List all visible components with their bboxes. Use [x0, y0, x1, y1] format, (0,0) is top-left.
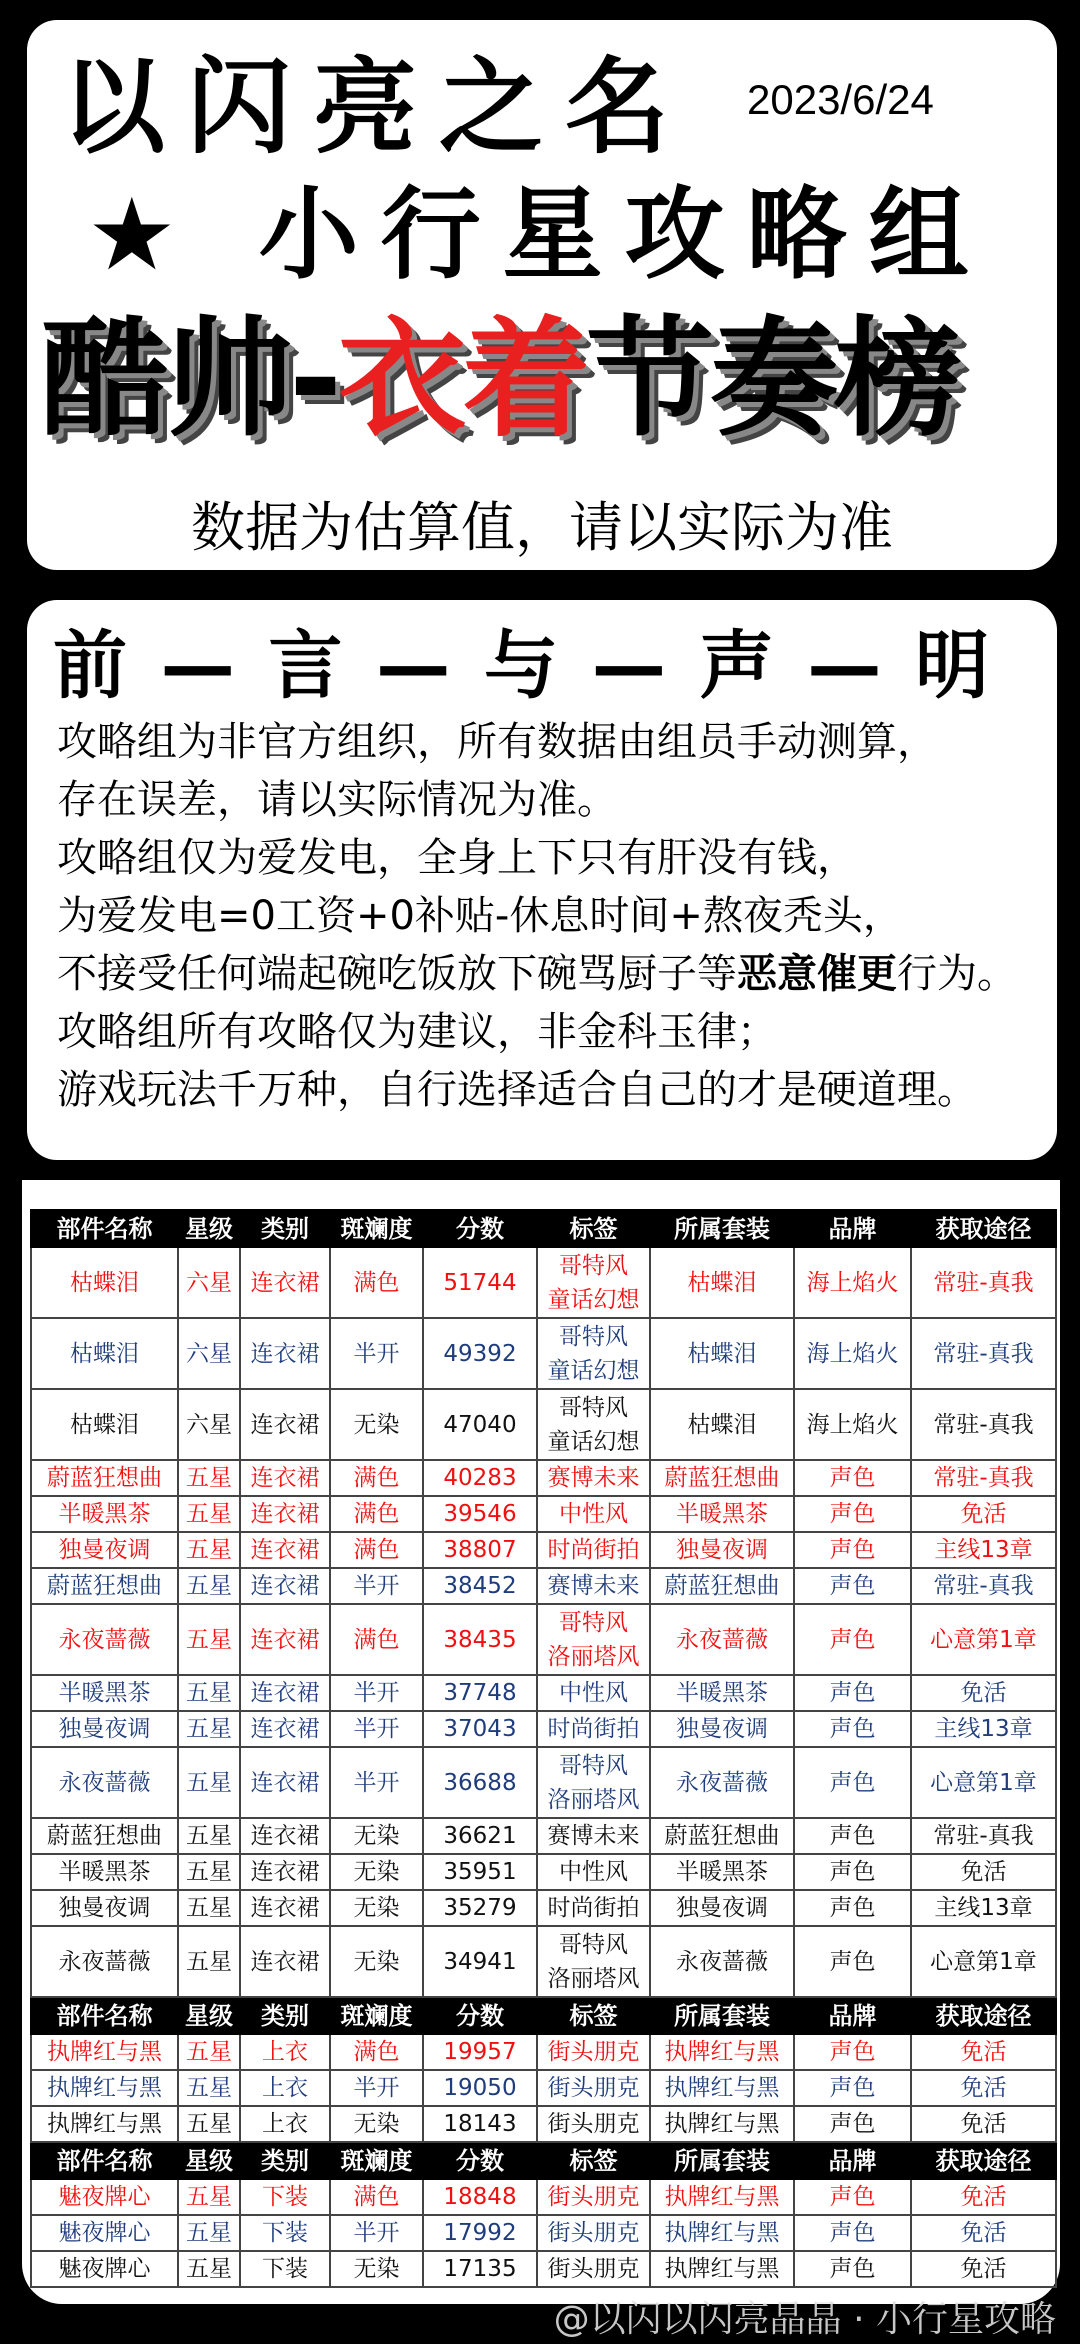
cell-brand: 声色: [794, 1818, 911, 1854]
cell-category: 连衣裙: [240, 1747, 330, 1818]
cell-set-name: 半暖黑茶: [650, 1854, 794, 1890]
disclaimer-text-b: 行为。: [897, 951, 1017, 997]
column-header-star-level: 星级: [178, 1210, 240, 1247]
cell-star-level: 五星: [178, 2106, 240, 2142]
column-header-variant: 斑斓度: [330, 1210, 423, 1247]
table-row: [31, 1460, 1056, 1496]
cell-category: 上衣: [240, 2106, 330, 2142]
cell-set-name: 执牌红与黑: [650, 2179, 794, 2215]
cell-set-name: 执牌红与黑: [650, 2070, 794, 2106]
cell-category: 连衣裙: [240, 1854, 330, 1890]
table-row: [31, 1926, 1056, 1997]
cell-score: 51744: [423, 1247, 537, 1318]
column-header-brand: 品牌: [794, 2142, 911, 2179]
cell-tags: 哥特风 童话幻想: [537, 1247, 650, 1318]
ranking-table: [30, 1209, 1057, 2288]
cell-part-name: 半暖黑茶: [31, 1496, 178, 1532]
cell-category: 连衣裙: [240, 1818, 330, 1854]
cell-tags: 哥特风 童话幻想: [537, 1389, 650, 1460]
cell-score: 38435: [423, 1604, 537, 1675]
cell-star-level: 五星: [178, 2215, 240, 2251]
cell-source: 主线13章: [911, 1532, 1056, 1568]
table-row: [31, 1604, 1056, 1675]
column-header-star-level: 星级: [178, 1997, 240, 2034]
cell-category: 下装: [240, 2179, 330, 2215]
column-header-set-name: 所属套装: [650, 1997, 794, 2034]
cell-category: 连衣裙: [240, 1711, 330, 1747]
cell-source: 主线13章: [911, 1711, 1056, 1747]
cell-source: 免活: [911, 1854, 1056, 1890]
column-header-star-level: 星级: [178, 2142, 240, 2179]
cell-score: 36688: [423, 1747, 537, 1818]
cell-source: 免活: [911, 2215, 1056, 2251]
cell-star-level: 五星: [178, 1460, 240, 1496]
cell-category: 连衣裙: [240, 1247, 330, 1318]
cell-star-level: 五星: [178, 1854, 240, 1890]
cell-category: 连衣裙: [240, 1604, 330, 1675]
cell-brand: 声色: [794, 1532, 911, 1568]
cell-variant: 无染: [330, 2106, 423, 2142]
ranking-title-c: 节奏榜: [586, 305, 959, 454]
table-row: [31, 1747, 1056, 1818]
cell-star-level: 五星: [178, 1496, 240, 1532]
cell-brand: 海上焰火: [794, 1247, 911, 1318]
cell-brand: 声色: [794, 1890, 911, 1926]
cell-source: 常驻-真我: [911, 1460, 1056, 1496]
title-panel: [27, 20, 1057, 570]
cell-part-name: 枯蝶泪: [31, 1318, 178, 1389]
cell-set-name: 半暖黑茶: [650, 1496, 794, 1532]
cell-part-name: 魅夜牌心: [31, 2251, 178, 2287]
cell-score: 19050: [423, 2070, 537, 2106]
cell-category: 连衣裙: [240, 1389, 330, 1460]
table-header-row: [31, 1210, 1056, 1247]
table-row: [31, 1890, 1056, 1926]
cell-variant: 半开: [330, 1318, 423, 1389]
column-header-part-name: 部件名称: [31, 1210, 178, 1247]
cell-score: 49392: [423, 1318, 537, 1389]
cell-brand: 声色: [794, 2215, 911, 2251]
column-header-brand: 品牌: [794, 1997, 911, 2034]
cell-star-level: 五星: [178, 1675, 240, 1711]
table-row: [31, 1854, 1056, 1890]
cell-brand: 声色: [794, 1568, 911, 1604]
cell-score: 19957: [423, 2034, 537, 2070]
cell-brand: 声色: [794, 2070, 911, 2106]
table-row: [31, 1389, 1056, 1460]
ranking-title: [41, 300, 958, 460]
cell-set-name: 半暖黑茶: [650, 1675, 794, 1711]
cell-source: 常驻-真我: [911, 1568, 1056, 1604]
cell-source: 常驻-真我: [911, 1389, 1056, 1460]
table-row: [31, 1247, 1056, 1318]
cell-set-name: 执牌红与黑: [650, 2251, 794, 2287]
ranking-table-panel: [22, 1180, 1060, 2304]
column-header-part-name: 部件名称: [31, 2142, 178, 2179]
cell-tags: 哥特风 童话幻想: [537, 1318, 650, 1389]
cell-source: 免活: [911, 1496, 1056, 1532]
cell-variant: 半开: [330, 1747, 423, 1818]
cell-source: 心意第1章: [911, 1747, 1056, 1818]
table-row: [31, 1818, 1056, 1854]
cell-tags: 中性风: [537, 1496, 650, 1532]
cell-score: 17992: [423, 2215, 537, 2251]
cell-brand: 声色: [794, 1711, 911, 1747]
column-header-tags: 标签: [537, 2142, 650, 2179]
disclaimer-line: 游戏玩法千万种，自行选择适合自己的才是硬道理。: [57, 1067, 977, 1113]
column-header-category: 类别: [240, 1210, 330, 1247]
table-header-row: [31, 2142, 1056, 2179]
cell-score: 47040: [423, 1389, 537, 1460]
cell-variant: 满色: [330, 2034, 423, 2070]
weibo-watermark: @以闪以闪亮晶晶 · 小行星攻略: [553, 2299, 1056, 2340]
cell-score: 37043: [423, 1711, 537, 1747]
cell-tags: 赛博未来: [537, 1568, 650, 1604]
cell-tags: 街头朋克: [537, 2070, 650, 2106]
ranking-title-highlight: 衣着: [338, 305, 587, 454]
disclaimer-title: 前 — 言 — 与 — 声 — 明: [53, 623, 994, 709]
cell-part-name: 半暖黑茶: [31, 1675, 178, 1711]
cell-set-name: 永夜蔷薇: [650, 1604, 794, 1675]
table-row: [31, 1675, 1056, 1711]
disclaimer-line: 攻略组为非官方组织，所有数据由组员手动测算，: [57, 719, 937, 765]
column-header-part-name: 部件名称: [31, 1997, 178, 2034]
cell-tags: 赛博未来: [537, 1460, 650, 1496]
cell-tags: 街头朋克: [537, 2034, 650, 2070]
cell-category: 连衣裙: [240, 1675, 330, 1711]
star-icon: ★: [87, 176, 199, 293]
column-header-category: 类别: [240, 1997, 330, 2034]
disclaimer-text-a: 不接受任何端起碗吃饭放下碗骂厨子等: [57, 951, 737, 997]
column-header-set-name: 所属套装: [650, 2142, 794, 2179]
cell-brand: 声色: [794, 2179, 911, 2215]
cell-source: 免活: [911, 2179, 1056, 2215]
cell-variant: 无染: [330, 1926, 423, 1997]
cell-star-level: 六星: [178, 1318, 240, 1389]
cell-tags: 中性风: [537, 1675, 650, 1711]
cell-brand: 声色: [794, 1675, 911, 1711]
cell-category: 连衣裙: [240, 1926, 330, 1997]
cell-category: 下装: [240, 2215, 330, 2251]
cell-score: 38452: [423, 1568, 537, 1604]
cell-part-name: 半暖黑茶: [31, 1854, 178, 1890]
cell-tags: 街头朋克: [537, 2215, 650, 2251]
disclaimer-panel: [27, 600, 1057, 1160]
group-line: [87, 170, 991, 300]
table-row: [31, 1496, 1056, 1532]
cell-variant: 无染: [330, 1389, 423, 1460]
cell-source: 常驻-真我: [911, 1247, 1056, 1318]
column-header-score: 分数: [423, 2142, 537, 2179]
cell-category: 连衣裙: [240, 1532, 330, 1568]
cell-brand: 声色: [794, 1926, 911, 1997]
cell-source: 免活: [911, 2106, 1056, 2142]
cell-brand: 声色: [794, 2106, 911, 2142]
column-header-variant: 斑斓度: [330, 2142, 423, 2179]
cell-score: 38807: [423, 1532, 537, 1568]
cell-variant: 半开: [330, 1675, 423, 1711]
table-row: [31, 2251, 1056, 2287]
cell-brand: 声色: [794, 1496, 911, 1532]
table-row: [31, 2034, 1056, 2070]
cell-tags: 时尚街拍: [537, 1532, 650, 1568]
cell-variant: 无染: [330, 1890, 423, 1926]
cell-set-name: 蔚蓝狂想曲: [650, 1818, 794, 1854]
table-row: [31, 2179, 1056, 2215]
table-header-row: [31, 1997, 1056, 2034]
cell-star-level: 五星: [178, 2034, 240, 2070]
cell-part-name: 独曼夜调: [31, 1711, 178, 1747]
cell-star-level: 五星: [178, 1532, 240, 1568]
ranking-title-a: 酷帅-: [41, 305, 339, 454]
cell-variant: 半开: [330, 1711, 423, 1747]
cell-set-name: 蔚蓝狂想曲: [650, 1460, 794, 1496]
cell-part-name: 蔚蓝狂想曲: [31, 1568, 178, 1604]
cell-set-name: 永夜蔷薇: [650, 1926, 794, 1997]
column-header-tags: 标签: [537, 1210, 650, 1247]
cell-star-level: 五星: [178, 2251, 240, 2287]
cell-score: 37748: [423, 1675, 537, 1711]
cell-part-name: 蔚蓝狂想曲: [31, 1460, 178, 1496]
table-row: [31, 2106, 1056, 2142]
cell-part-name: 执牌红与黑: [31, 2034, 178, 2070]
cell-part-name: 魅夜牌心: [31, 2215, 178, 2251]
cell-tags: 街头朋克: [537, 2179, 650, 2215]
column-header-score: 分数: [423, 1210, 537, 1247]
cell-part-name: 魅夜牌心: [31, 2179, 178, 2215]
disclaimer-line: 攻略组仅为爱发电，全身上下只有肝没有钱，: [57, 835, 857, 881]
disclaimer-line: 为爱发电=0工资+0补贴-休息时间+熬夜秃头，: [57, 893, 903, 939]
cell-source: 主线13章: [911, 1890, 1056, 1926]
cell-part-name: 枯蝶泪: [31, 1389, 178, 1460]
disclaimer-line: 攻略组所有攻略仅为建议，非金科玉律；: [57, 1009, 777, 1055]
cell-star-level: 五星: [178, 2179, 240, 2215]
column-header-brand: 品牌: [794, 1210, 911, 1247]
cell-set-name: 枯蝶泪: [650, 1389, 794, 1460]
cell-source: 常驻-真我: [911, 1818, 1056, 1854]
cell-set-name: 执牌红与黑: [650, 2215, 794, 2251]
cell-star-level: 五星: [178, 1604, 240, 1675]
cell-category: 连衣裙: [240, 1568, 330, 1604]
cell-tags: 街头朋克: [537, 2106, 650, 2142]
cell-score: 35951: [423, 1854, 537, 1890]
cell-set-name: 执牌红与黑: [650, 2034, 794, 2070]
cell-score: 18143: [423, 2106, 537, 2142]
column-header-score: 分数: [423, 1997, 537, 2034]
cell-score: 35279: [423, 1890, 537, 1926]
cell-score: 17135: [423, 2251, 537, 2287]
table-row: [31, 2215, 1056, 2251]
date-label: 2023/6/24: [747, 76, 934, 123]
cell-star-level: 五星: [178, 2070, 240, 2106]
cell-variant: 半开: [330, 2070, 423, 2106]
cell-variant: 满色: [330, 1604, 423, 1675]
cell-brand: 海上焰火: [794, 1318, 911, 1389]
cell-tags: 时尚街拍: [537, 1890, 650, 1926]
cell-set-name: 枯蝶泪: [650, 1318, 794, 1389]
cell-tags: 哥特风 洛丽塔风: [537, 1747, 650, 1818]
column-header-source: 获取途径: [911, 2142, 1056, 2179]
cell-part-name: 永夜蔷薇: [31, 1926, 178, 1997]
cell-star-level: 六星: [178, 1247, 240, 1318]
column-header-source: 获取途径: [911, 1210, 1056, 1247]
cell-source: 免活: [911, 2034, 1056, 2070]
cell-tags: 哥特风 洛丽塔风: [537, 1604, 650, 1675]
column-header-source: 获取途径: [911, 1997, 1056, 2034]
cell-score: 40283: [423, 1460, 537, 1496]
cell-set-name: 执牌红与黑: [650, 2106, 794, 2142]
cell-score: 18848: [423, 2179, 537, 2215]
cell-brand: 海上焰火: [794, 1389, 911, 1460]
cell-variant: 无染: [330, 1854, 423, 1890]
cell-star-level: 五星: [178, 1747, 240, 1818]
cell-score: 39546: [423, 1496, 537, 1532]
column-header-set-name: 所属套装: [650, 1210, 794, 1247]
cell-variant: 半开: [330, 2215, 423, 2251]
table-row: [31, 2070, 1056, 2106]
table-row: [31, 1318, 1056, 1389]
column-header-tags: 标签: [537, 1997, 650, 2034]
cell-source: 免活: [911, 1675, 1056, 1711]
cell-brand: 声色: [794, 1854, 911, 1890]
disclaimer-line: 存在误差，请以实际情况为准。: [57, 777, 617, 823]
estimate-note: 数据为估算值，请以实际为准: [191, 496, 893, 559]
table-row: [31, 1532, 1056, 1568]
cell-set-name: 独曼夜调: [650, 1711, 794, 1747]
cell-tags: 赛博未来: [537, 1818, 650, 1854]
cell-source: 心意第1章: [911, 1604, 1056, 1675]
cell-category: 下装: [240, 2251, 330, 2287]
cell-brand: 声色: [794, 1604, 911, 1675]
cell-category: 上衣: [240, 2034, 330, 2070]
table-row: [31, 1711, 1056, 1747]
cell-variant: 满色: [330, 2179, 423, 2215]
cell-set-name: 蔚蓝狂想曲: [650, 1568, 794, 1604]
cell-variant: 满色: [330, 1496, 423, 1532]
cell-part-name: 独曼夜调: [31, 1532, 178, 1568]
cell-variant: 满色: [330, 1247, 423, 1318]
cell-variant: 满色: [330, 1460, 423, 1496]
cell-category: 连衣裙: [240, 1460, 330, 1496]
cell-star-level: 五星: [178, 1818, 240, 1854]
cell-set-name: 独曼夜调: [650, 1532, 794, 1568]
cell-set-name: 永夜蔷薇: [650, 1747, 794, 1818]
cell-part-name: 独曼夜调: [31, 1890, 178, 1926]
cell-score: 34941: [423, 1926, 537, 1997]
cell-star-level: 五星: [178, 1926, 240, 1997]
cell-source: 常驻-真我: [911, 1318, 1056, 1389]
cell-variant: 无染: [330, 1818, 423, 1854]
cell-category: 连衣裙: [240, 1890, 330, 1926]
cell-part-name: 执牌红与黑: [31, 2106, 178, 2142]
disclaimer-line: [57, 945, 1017, 1003]
cell-tags: 时尚街拍: [537, 1711, 650, 1747]
column-header-variant: 斑斓度: [330, 1997, 423, 2034]
cell-variant: 满色: [330, 1532, 423, 1568]
game-title: 以闪亮之名: [61, 46, 692, 168]
cell-star-level: 六星: [178, 1389, 240, 1460]
cell-variant: 无染: [330, 2251, 423, 2287]
cell-variant: 半开: [330, 1568, 423, 1604]
cell-part-name: 永夜蔷薇: [31, 1604, 178, 1675]
cell-source: 免活: [911, 2070, 1056, 2106]
cell-category: 上衣: [240, 2070, 330, 2106]
cell-source: 心意第1章: [911, 1926, 1056, 1997]
cell-category: 连衣裙: [240, 1318, 330, 1389]
cell-brand: 声色: [794, 2251, 911, 2287]
cell-star-level: 五星: [178, 1711, 240, 1747]
table-row: [31, 1568, 1056, 1604]
cell-brand: 声色: [794, 1747, 911, 1818]
cell-source: 免活: [911, 2251, 1056, 2287]
cell-category: 连衣裙: [240, 1496, 330, 1532]
cell-tags: 街头朋克: [537, 2251, 650, 2287]
cell-star-level: 五星: [178, 1890, 240, 1926]
cell-tags: 中性风: [537, 1854, 650, 1890]
cell-set-name: 独曼夜调: [650, 1890, 794, 1926]
cell-score: 36621: [423, 1818, 537, 1854]
cell-set-name: 枯蝶泪: [650, 1247, 794, 1318]
cell-part-name: 枯蝶泪: [31, 1247, 178, 1318]
cell-brand: 声色: [794, 2034, 911, 2070]
column-header-category: 类别: [240, 2142, 330, 2179]
group-name: 小行星攻略组: [258, 176, 991, 293]
cell-star-level: 五星: [178, 1568, 240, 1604]
cell-tags: 哥特风 洛丽塔风: [537, 1926, 650, 1997]
cell-part-name: 执牌红与黑: [31, 2070, 178, 2106]
disclaimer-bold: 恶意催更: [737, 951, 897, 997]
disclaimer-text: [57, 713, 1017, 1119]
cell-part-name: 蔚蓝狂想曲: [31, 1818, 178, 1854]
cell-brand: 声色: [794, 1460, 911, 1496]
cell-part-name: 永夜蔷薇: [31, 1747, 178, 1818]
